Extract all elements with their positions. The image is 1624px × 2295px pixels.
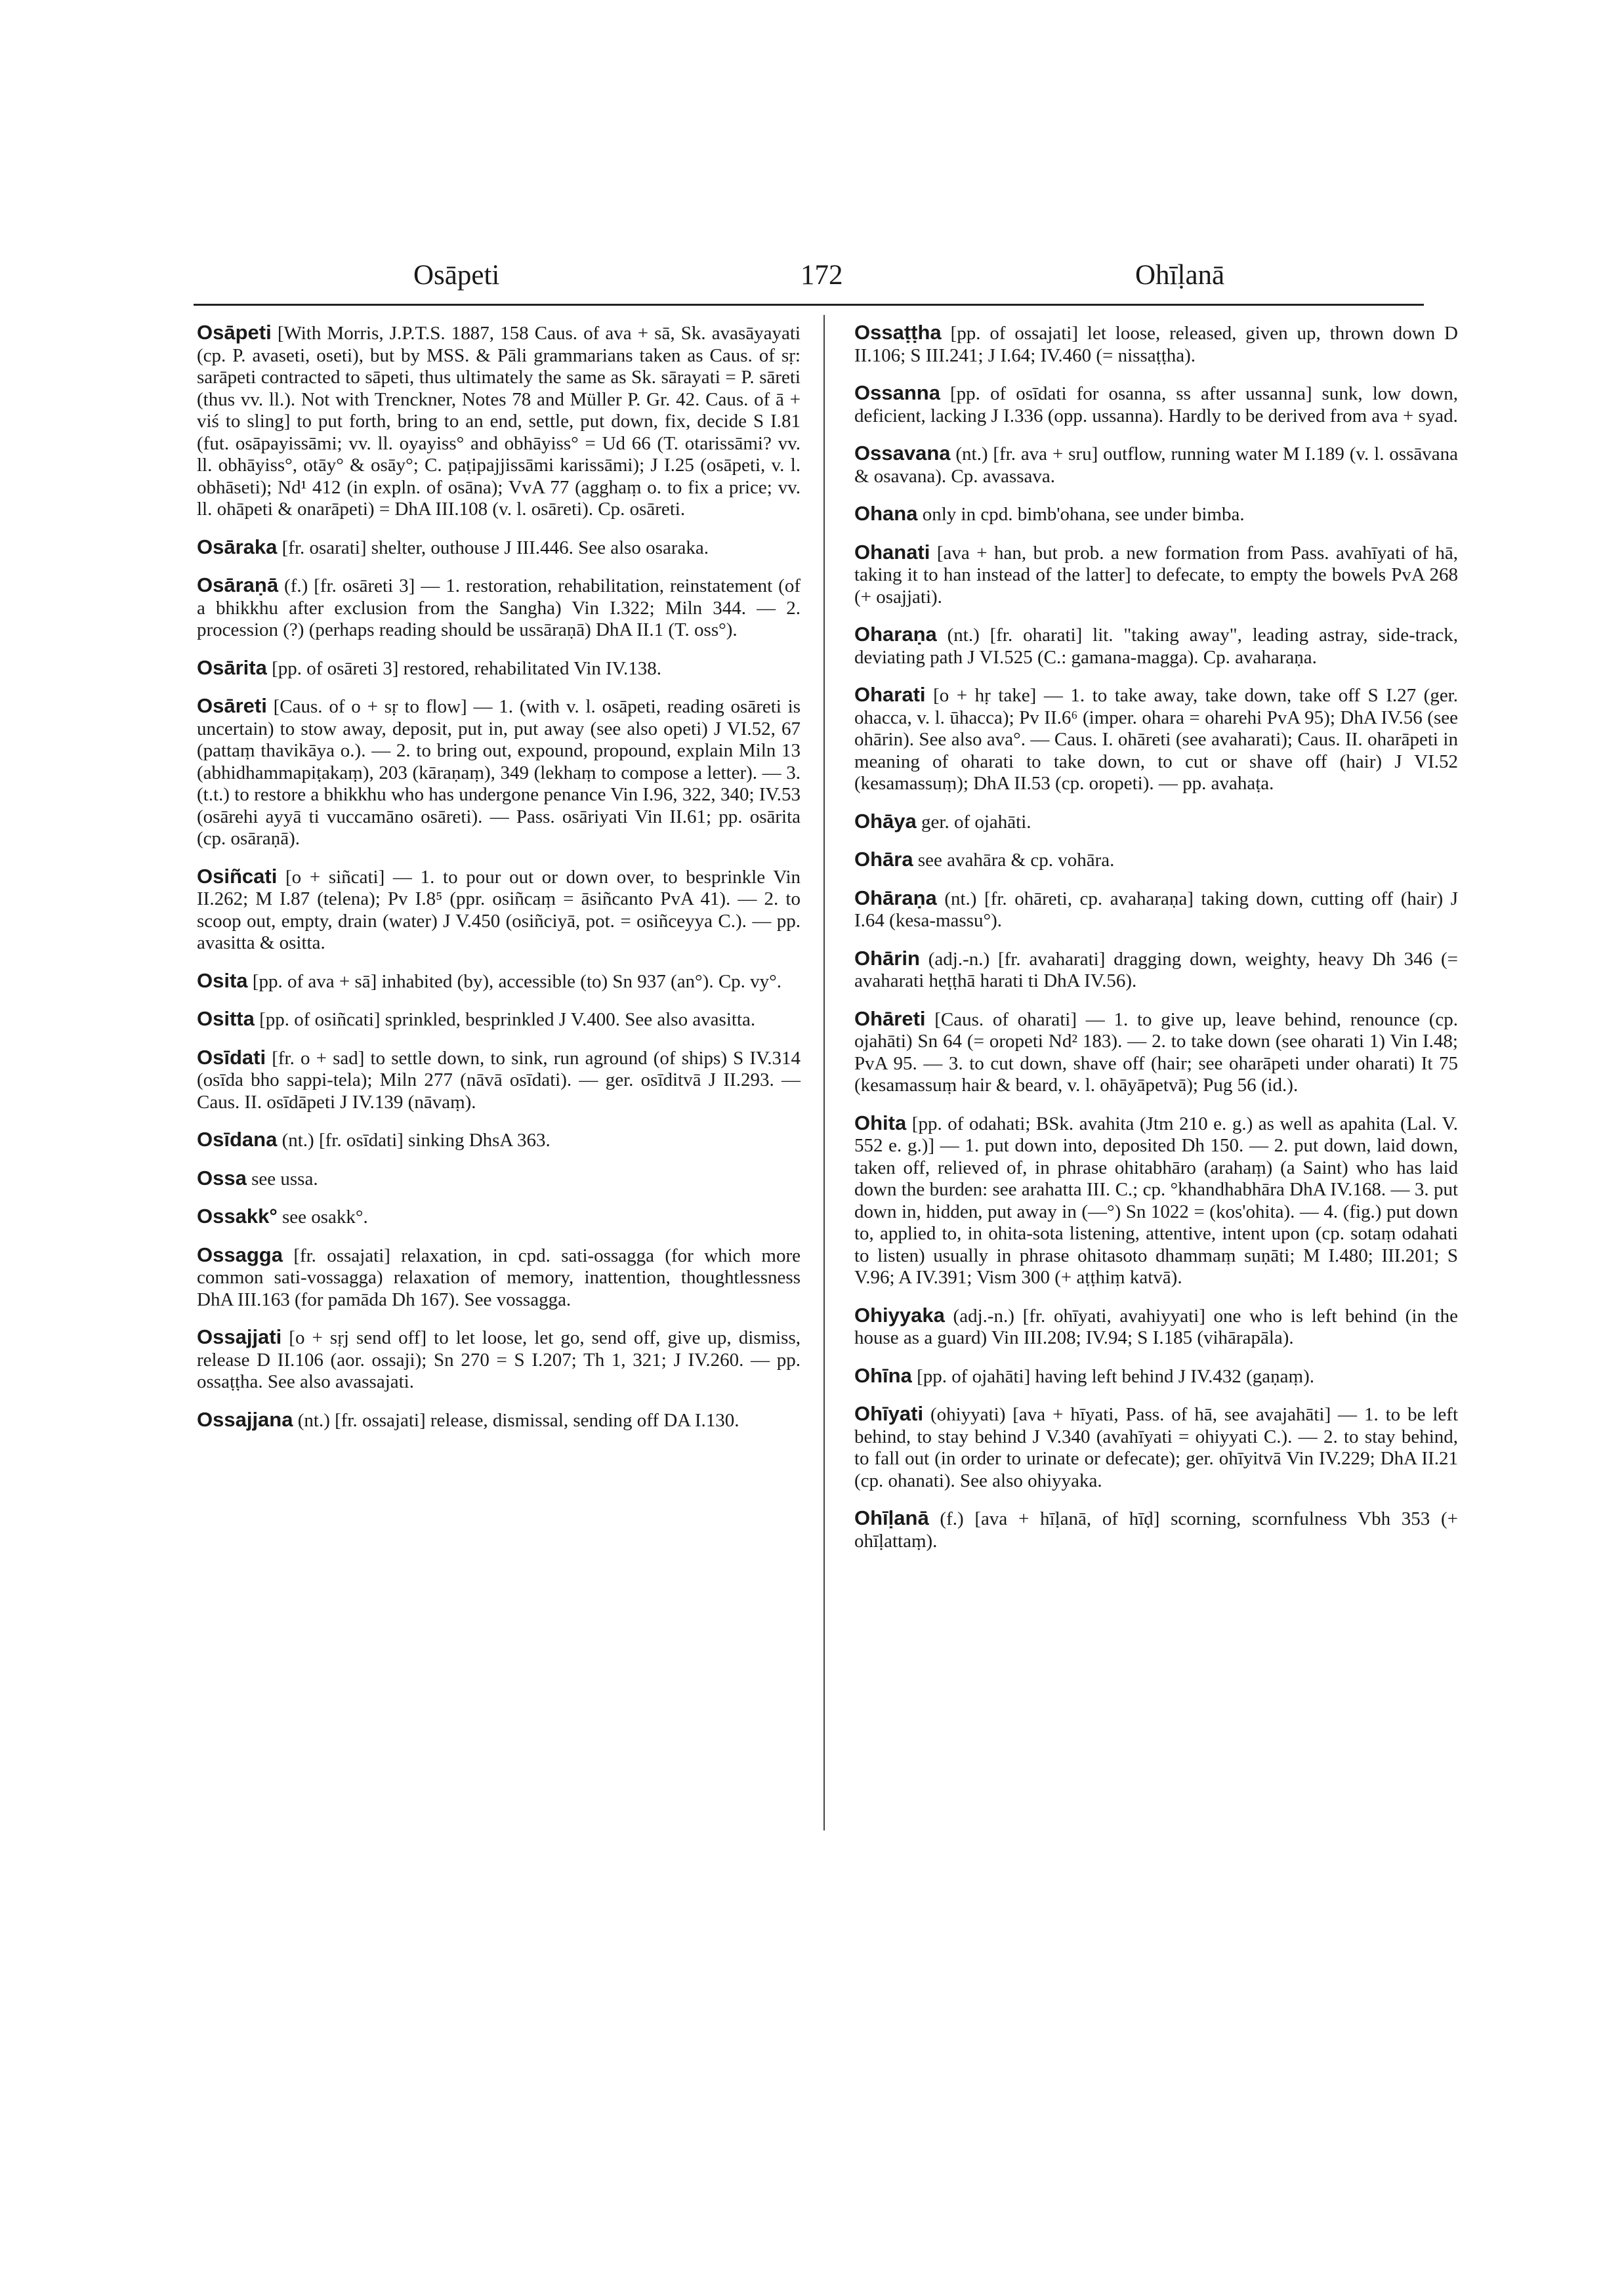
- entry-definition: [With Morris, J.P.T.S. 1887, 158 Caus. of ava + sā, Sk. avasāyayati (cp. P. avaseti, oseti), but by MSS. & Pāli grammarians taken as Caus. of sṛ: sarāpeti contracted to sāpeti, thus ultimately the same as Sk. sārayati = P. sāreti (thus vv. ll.). Not with Trenckner, Notes 78 and Müller P. Gr. 42. Caus. of ā + viś to sling] to put forth, bring to an end, settle, put down, fix, decide S I.81 (fut. osāpayissāmi; vv. ll. oyayiss° and obhāyiss° = Ud 66 (T. otarissāmi? vv. ll. obhāyiss°, otāy° & osāy°; C. paṭipajjissāmi karissāmi); J I.25 (osāpeti, v. l. obhāseti); Nd¹ 412 (in expln. of osāna); VvA 77 (agghaṃ o. to fix a price; vv. ll. ohāpeti & onarāpeti) = DhA III.108 (v. l. osāreti). Cp. osāreti.: [197, 323, 801, 520]
- dictionary-entry: [197, 695, 801, 850]
- entry-headword: Ohita: [854, 1111, 907, 1134]
- entry-headword: Ohāya: [854, 809, 917, 833]
- entry-headword: Osita: [197, 968, 248, 992]
- entry-headword: Osīdana: [197, 1128, 278, 1151]
- entry-definition: (ohiyyati) [ava + hīyati, Pass. of hā, see avajahāti] — 1. to be left behind, to stay behind J V.340 (avahīyati = ohiyyati C.). — 2. to stay behind, to fall out (in order to urinate or defecate); ger. ohīyitvā Vin IV.229; DhA II.21 (cp. ohanati). See also ohiyyaka.: [854, 1404, 1458, 1491]
- dictionary-entry: [854, 503, 1458, 526]
- column-divider: [823, 315, 825, 1830]
- entry-headword: Osīdati: [197, 1045, 266, 1069]
- entry-definition: (nt.) [fr. oharati] lit. "taking away", leading astray, side-track, deviating path J VI.525 (C.: gamana-magga). Cp. avaharaṇa.: [854, 625, 1458, 668]
- entry-headword: Ossa: [197, 1166, 247, 1189]
- dictionary-entry: [854, 541, 1458, 609]
- entry-headword: Ohāraṇa: [854, 886, 937, 909]
- dictionary-entry: [197, 657, 801, 680]
- entry-headword: Ossajjati: [197, 1325, 282, 1348]
- dictionary-entry: [197, 1046, 801, 1114]
- entry-definition: (nt.) [fr. ohāreti, cp. avaharaṇa] taking down, cutting off (hair) J I.64 (kesa-massu°).: [854, 888, 1458, 931]
- entry-headword: Ossakk°: [197, 1205, 278, 1228]
- entry-definition: see avahāra & cp. vohāra.: [913, 850, 1115, 871]
- entry-definition: [o + siñcati] — 1. to pour out or down over, to besprinkle Vin II.262; M I.87 (telena); Pv I.8⁵ (ppr. osiñcaṃ = āsiñcanto PvA 41). — 2. to scoop out, empty, drain (water) J V.450 (osiñciyā, pot. = osiñceyya C.). — pp. avasitta & ositta.: [197, 866, 801, 953]
- entry-headword: Oharaṇa: [854, 623, 937, 646]
- entry-headword: Osārita: [197, 655, 267, 679]
- entry-headword: Ohārin: [854, 946, 920, 970]
- entry-headword: Ossaṭṭha: [854, 321, 942, 344]
- entry-definition: only in cpd. bimb'ohana, see under bimba.: [917, 504, 1245, 525]
- dictionary-entry: [854, 810, 1458, 834]
- running-head-right: Ohīḷanā: [1135, 260, 1225, 291]
- entry-definition: (nt.) [fr. ava + sru] outflow, running water M I.189 (v. l. ossāvana & osavana). Cp. avassava.: [854, 444, 1458, 487]
- entry-definition: [ava + han, but prob. a new formation from Pass. avahīyati of hā, taking it to han instead of the latter] to defecate, to empty the bowels PvA 268 (+ osajjati).: [854, 542, 1458, 608]
- entry-definition: (adj.-n.) [fr. ohīyati, avahiyyati] one who is left behind (in the house as a guard) Vin III.208; IV.94; S I.185 (vihārapāla).: [854, 1305, 1458, 1348]
- right-column: [854, 321, 1458, 1896]
- entry-headword: Ossagga: [197, 1243, 283, 1266]
- dictionary-entry: [854, 1008, 1458, 1097]
- dictionary-entry: [854, 887, 1458, 932]
- entry-definition: ger. of ojahāti.: [916, 811, 1031, 833]
- running-head-left: Osāpeti: [413, 260, 500, 291]
- dictionary-entry: [854, 947, 1458, 993]
- dictionary-entry: [854, 1403, 1458, 1492]
- entry-headword: Ohana: [854, 502, 918, 525]
- entry-headword: Ohāreti: [854, 1006, 926, 1030]
- entry-headword: Ositta: [197, 1007, 255, 1030]
- entry-definition: (nt.) [fr. osīdati] sinking DhsA 363.: [277, 1130, 551, 1151]
- dictionary-entry: [197, 1167, 801, 1191]
- dictionary-entry: [854, 623, 1458, 669]
- entry-definition: (adj.-n.) [fr. avaharati] dragging down, weighty, heavy Dh 346 (= avaharati heṭṭhā harati ti DhA IV.56).: [854, 948, 1458, 991]
- entry-headword: Ossanna: [854, 381, 940, 404]
- dictionary-entry: [197, 574, 801, 642]
- dictionary-entry: [854, 684, 1458, 795]
- dictionary-entry: [197, 1244, 801, 1312]
- dictionary-entry: [854, 1365, 1458, 1388]
- entry-headword: Ossavana: [854, 442, 951, 465]
- entry-definition: (nt.) [fr. ossajati] release, dismissal, sending off DA I.130.: [293, 1409, 739, 1431]
- entry-definition: (f.) [ava + hīḷanā, of hīḍ] scorning, scornfulness Vbh 353 (+ ohīḷattaṃ).: [854, 1508, 1458, 1552]
- dictionary-entry: [197, 321, 801, 521]
- entry-definition: [fr. osarati] shelter, outhouse J III.446. See also osaraka.: [277, 537, 709, 558]
- entry-headword: Ohanati: [854, 540, 930, 564]
- dictionary-entry: [197, 1128, 801, 1152]
- dictionary-entry: [854, 1112, 1458, 1289]
- entry-definition: [pp. of ossajati] let loose, released, given up, thrown down D II.106; S III.241; J I.64; IV.460 (= nissaṭṭha).: [854, 323, 1458, 366]
- dictionary-entry: [854, 1507, 1458, 1552]
- entry-definition: [pp. of osīdati for osanna, ss after ussanna] sunk, low down, deficient, lacking J I.336 (opp. ussanna). Hardly to be derived from ava + syad.: [854, 383, 1458, 426]
- entry-headword: Oharati: [854, 683, 926, 706]
- dictionary-entry: [854, 442, 1458, 487]
- dictionary-entry: [854, 382, 1458, 427]
- dictionary-entry: [197, 1205, 801, 1229]
- entry-headword: Osāpeti: [197, 321, 272, 344]
- entry-definition: [Caus. of o + sṛ to flow] — 1. (with v. l. osāpeti, reading osāreti is uncertain) to stow away, deposit, put in, put away (see also opeti) J VI.52, 67 (pattaṃ thavikāya o.). — 2. to bring out, expound, propound, explain Miln 13 (abhidhammapiṭakaṃ), 203 (kāraṇaṃ), 349 (lekhaṃ to compose a letter). — 3. (t.t.) to restore a bhikkhu who has undergone penance Vin I.96, 322, 340; IV.53 (osārehi ayyā ti vuccamāno osāreti). — Pass. osāriyati Vin II.61; pp. osārita (cp. osāraṇā).: [197, 696, 801, 849]
- entry-headword: Ohīna: [854, 1363, 912, 1387]
- entry-headword: Osāraṇā: [197, 573, 279, 596]
- entry-headword: Osāreti: [197, 694, 267, 717]
- dictionary-entry: [197, 865, 801, 955]
- header-rule: [194, 304, 1424, 306]
- dictionary-entry: [197, 1326, 801, 1394]
- entry-headword: Ossajjana: [197, 1407, 293, 1431]
- dictionary-entry: [197, 970, 801, 993]
- entry-definition: [pp. of ava + sā] inhabited (by), accessible (to) Sn 937 (an°). Cp. vy°.: [247, 970, 782, 992]
- entry-definition: [Caus. of oharati] — 1. to give up, leave behind, renounce (cp. ojahāti) Sn 64 (= oropeti Nd² 183). — 2. to take down (see oharati 1) Vin I.48; PvA 95. — 3. to cut down, shave off (hair; see oharāpeti under oharati) It 75 (kesamassuṃ hair & beard, v. l. ohāyāpetvā); Pug 56 (id.).: [854, 1008, 1458, 1096]
- entry-definition: [pp. of osiñcati] sprinkled, besprinkled J V.400. See also avasitta.: [254, 1009, 756, 1030]
- dictionary-entry: [854, 848, 1458, 872]
- page-number: 172: [801, 260, 843, 291]
- entry-definition: [pp. of ojahāti] having left behind J IV.432 (gaṇaṃ).: [911, 1365, 1314, 1387]
- dictionary-entry: [197, 1409, 801, 1432]
- entry-headword: Ohīyati: [854, 1402, 924, 1425]
- entry-headword: Ohīḷanā: [854, 1506, 929, 1529]
- entry-headword: Ohiyyaka: [854, 1303, 945, 1327]
- entry-headword: Ohāra: [854, 848, 913, 871]
- entry-headword: Osiñcati: [197, 864, 278, 888]
- entry-definition: [o + sṛj send off] to let loose, let go, send off, give up, dismiss, release D II.106 (aor. ossaji); Sn 270 = S I.207; Th 1, 321; J IV.260. — pp. ossaṭṭha. See also avassajati.: [197, 1327, 801, 1392]
- entry-headword: Osāraka: [197, 535, 278, 558]
- entry-definition: see osakk°.: [277, 1207, 368, 1228]
- entry-definition: see ussa.: [246, 1168, 318, 1189]
- entry-definition: [fr. ossajati] relaxation, in cpd. sati-ossagga (for which more common sati-vossagga) relaxation of memory, inattention, thoughtlessness DhA III.163 (for pamāda Dh 167). See vossagga.: [197, 1245, 801, 1310]
- entry-definition: (f.) [fr. osāreti 3] — 1. restoration, rehabilitation, reinstatement (of a bhikkhu after exclusion from the Sangha) Vin I.322; Miln 344. — 2. procession (?) (perhaps reading should be ussāraṇā) DhA II.1 (T. oss°).: [197, 575, 801, 640]
- dictionary-entry: [197, 1008, 801, 1031]
- entry-definition: [fr. o + sad] to settle down, to sink, run aground (of ships) S IV.314 (osīda bho sappi-tela); Miln 277 (nāvā osīdati). — ger. osīditvā J II.293. — Caus. II. osīdāpeti J IV.139 (nāvaṃ).: [197, 1047, 801, 1113]
- dictionary-entry: [854, 1304, 1458, 1350]
- dictionary-entry: [197, 536, 801, 560]
- entry-definition: [pp. of osāreti 3] restored, rehabilitated Vin IV.138.: [266, 657, 662, 679]
- left-column: [197, 321, 801, 1896]
- entry-definition: [o + hṛ take] — 1. to take away, take down, take off S I.27 (ger. ohacca, v. l. ūhacca); Pv II.6⁶ (imper. ohara = oharehi PvA 95); DhA IV.56 (see ohārin). See also ava°. — Caus. I. ohāreti (see avaharati); Caus. II. oharāpeti in meaning of oharati to take down, to cut or shave off (hair) J VI.52 (kesamassuṃ); DhA II.53 (cp. oropeti). — pp. avahaṭa.: [854, 685, 1458, 794]
- dictionary-entry: [854, 321, 1458, 367]
- entry-definition: [pp. of odahati; BSk. avahita (Jtm 210 e. g.) as well as apahita (Lal. V. 552 e. g.)] — 1. put down into, deposited Dh 150. — 2. put down, laid down, taken off, relieved of, in phrase ohitabhāro (arahaṃ) (a Saint) who has laid down the burden: see arahatta III. C.; cp. °khandhabhāra DhA IV.168. — 3. put down in, hidden, put away in (—°) Sn 1022 = (kos'ohita). — 4. (fig.) put down to, applied to, in ohita-sota listening, attentive, intent upon (cp. sotaṃ odahati to listen) usually in phrase ohitasoto dhammaṃ suṇāti; M I.480; III.201; S V.96; A IV.391; Vism 300 (+ aṭṭhiṃ katvā).: [854, 1113, 1458, 1288]
